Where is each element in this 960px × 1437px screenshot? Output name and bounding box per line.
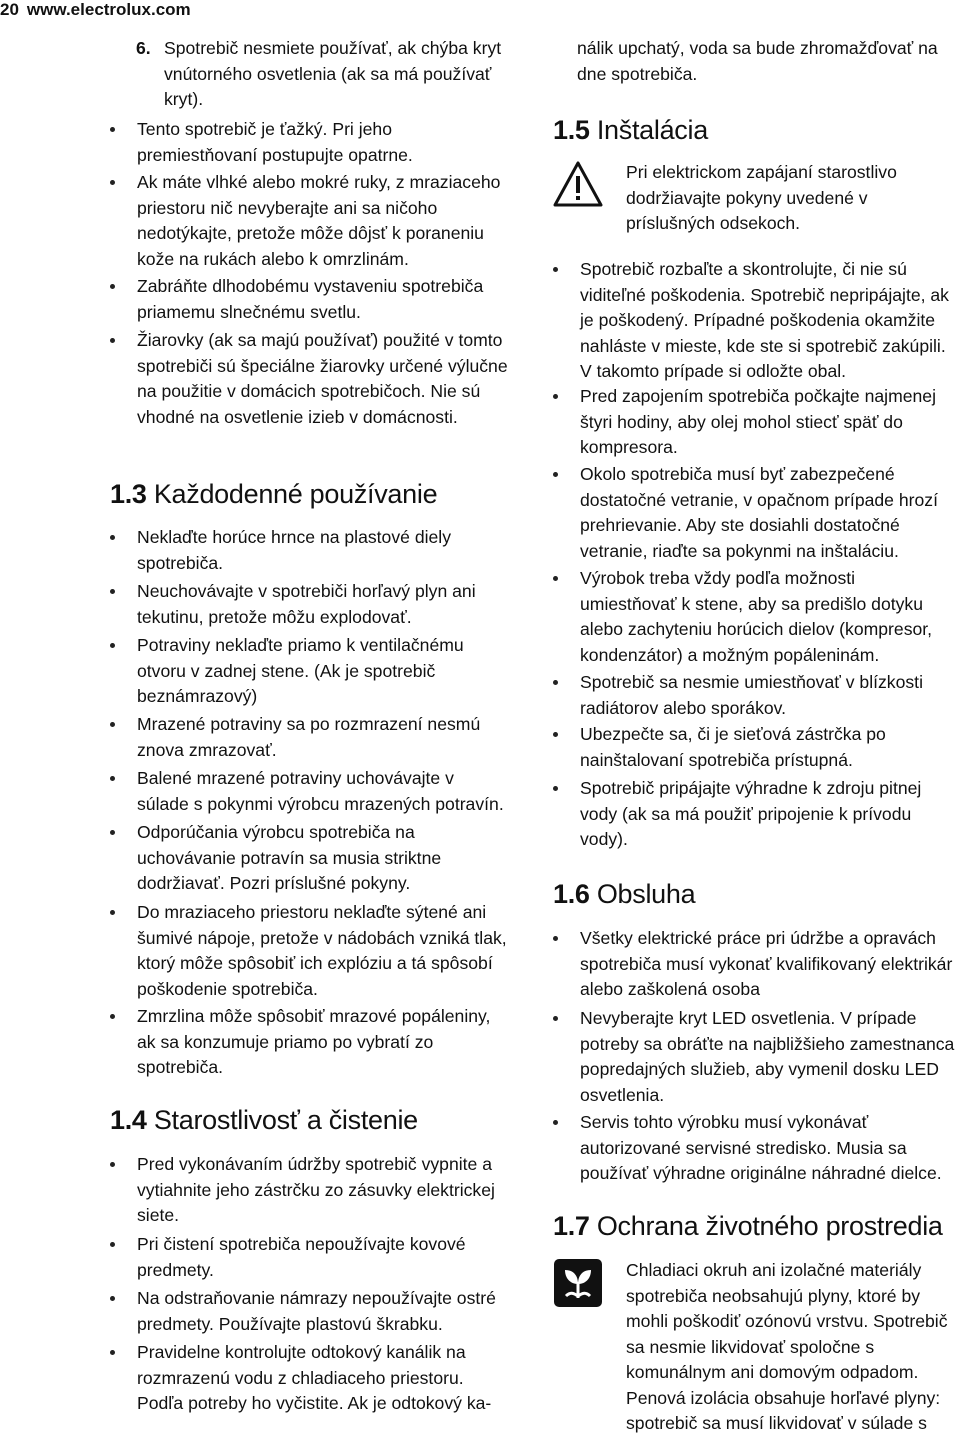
eco-plant-icon bbox=[553, 1258, 603, 1308]
list-item: Okolo spotrebiča musí byť zabezpečené dostatočné vetranie, v opačnom prípade hrozí prehrievanie. Aby ste dosiahli dostatočné vetranie, riaďte sa pokynmi na inštaláciu. bbox=[553, 462, 955, 564]
list-item: Pred zapojením spotrebiča počkajte najmenej štyri hodiny, aby olej mohol stiecť späť do kompresora. bbox=[553, 384, 955, 461]
bullet-icon bbox=[110, 1162, 115, 1167]
bullet-icon bbox=[553, 936, 558, 941]
bullet-icon bbox=[110, 535, 115, 540]
bullet-icon bbox=[110, 643, 115, 648]
list-item: Výrobok treba vždy podľa možnosti umiestňovať k stene, aby sa predišlo dotyku alebo zachyteniu horúcich dielov (kompresor, kondenzátor) a možným popáleninám. bbox=[553, 566, 955, 668]
list-item: Na odstraňovanie námrazy nepoužívajte ostré predmety. Používajte plastovú škrabku. bbox=[110, 1286, 510, 1337]
list-item: Zabráňte dlhodobému vystaveniu spotrebiča priamemu slnečnému svetlu. bbox=[110, 274, 510, 325]
bullet-icon bbox=[553, 1016, 558, 1021]
list-item: Spotrebič sa nesmie umiestňovať v blízkosti radiátorov alebo sporákov. bbox=[553, 670, 955, 721]
bullet-icon bbox=[553, 786, 558, 791]
eco-text: Chladiaci okruh ani izolačné materiály spotrebiča neobsahujú plyny, ktoré by mohli poškodiť ozónovú vrstvu. Spotrebič sa nesmie likvidovať spoločne s komunálnym ani domovým odpadom. Penová izolácia obsahuje horľavé plyny: spotrebič sa musí likvidovať v súlade s bbox=[626, 1260, 948, 1433]
bullet-icon bbox=[110, 910, 115, 915]
list-item: Spotrebič pripájajte výhradne k zdroju pitnej vody (ak sa má použiť pripojenie k prívodu vody). bbox=[553, 776, 955, 853]
section-title-1-3: 1.3 Každodenné používanie bbox=[110, 479, 438, 509]
list-item: Tento spotrebič je ťažký. Pri jeho premiestňovaní postupujte opatrne. bbox=[110, 117, 510, 168]
list-item: Ak máte vlhké alebo mokré ruky, z mraziaceho priestoru nič nevyberajte ani sa ničoho nedotýkajte, pretože môže dôjsť k poraneniu kože na rukách alebo k omrzlinám. bbox=[110, 170, 510, 272]
section-title-1-5: 1.5 Inštalácia bbox=[553, 115, 708, 145]
warning-text: Pri elektrickom zapájaní starostlivo dodržiavajte pokyny uvedené v príslušných odsekoch. bbox=[626, 162, 897, 233]
section-title-1-7: 1.7 Ochrana životného prostredia bbox=[553, 1211, 943, 1241]
bullet-icon bbox=[110, 1242, 115, 1247]
warning-note bbox=[553, 160, 955, 240]
bullet-icon bbox=[110, 722, 115, 727]
bullet-icon bbox=[110, 830, 115, 835]
list-item: Nevyberajte kryt LED osvetlenia. V prípade potreby sa obráťte na najbližšieho zamestnanca popredajných služieb, aby vymenil dosku LED osvetlenia. bbox=[553, 1006, 955, 1108]
list-item: Neklaďte horúce hrnce na plastové diely spotrebiča. bbox=[110, 525, 510, 576]
list-item: Neuchovávajte v spotrebiči horľavý plyn ani tekutinu, pretože môžu explodovať. bbox=[110, 579, 510, 630]
list-item: Mrazené potraviny sa po rozmrazení nesmú znova zmrazovať. bbox=[110, 712, 510, 763]
bullet-icon bbox=[110, 1014, 115, 1019]
bullet-icon bbox=[110, 1350, 115, 1355]
page-header bbox=[0, 0, 191, 24]
bullet-icon bbox=[110, 776, 115, 781]
section-title-1-6: 1.6 Obsluha bbox=[553, 879, 696, 909]
list-item: Odporúčania výrobcu spotrebiča na uchovávanie potravín sa musia striktne dodržiavať. Pozri príslušné pokyny. bbox=[110, 820, 510, 897]
list-item: Všetky elektrické práce pri údržbe a opravách spotrebiča musí vykonať kvalifikovaný elektrikár alebo zaškolená osoba bbox=[553, 926, 955, 1003]
warning-triangle-icon bbox=[553, 160, 603, 210]
list-item: Potraviny neklaďte priamo k ventilačnému otvoru v zadnej stene. (Ak je spotrebič beznámrazový) bbox=[110, 633, 510, 710]
bullet-icon bbox=[553, 267, 558, 272]
bullet-icon bbox=[553, 472, 558, 477]
bullet-icon bbox=[553, 576, 558, 581]
list-item: Spotrebič rozbaľte a skontrolujte, či nie sú viditeľné poškodenia. Spotrebič nepripájajte, ak je poškodený. Prípadné poškodenia okamžite nahláste v mieste, kde ste si spotrebič zakúpili. V takomto prípade si odložte obal. bbox=[553, 257, 955, 385]
numbered-item-6 bbox=[136, 36, 530, 113]
list-item: Balené mrazené potraviny uchovávajte v súlade s pokynmi výrobcu mrazených potravín. bbox=[110, 766, 510, 817]
item-number: 6. bbox=[136, 38, 151, 58]
list-item: Pravidelne kontrolujte odtokový kanálik na rozmrazenú vodu z chladiaceho priestoru. Podľa potreby ho vyčistite. Ak je odtokový ka- bbox=[110, 1340, 510, 1417]
bullet-icon bbox=[553, 1120, 558, 1125]
list-item: Pred vykonávaním údržby spotrebič vypnite a vytiahnite jeho zástrčku zo zásuvky elektrickej siete. bbox=[110, 1152, 510, 1229]
list-item: Ubezpečte sa, či je sieťová zástrčka po nainštalovaní spotrebiča prístupná. bbox=[553, 722, 955, 773]
item-text: Spotrebič nesmiete používať, ak chýba kryt vnútorného osvetlenia (ak sa má používať kryt). bbox=[164, 38, 502, 109]
list-item: Do mraziaceho priestoru neklaďte sýtené ani šumivé nápoje, pretože v nádobách vzniká tlak, ktorý môže spôsobiť ich explóziu a tá spôsobí poškodenie spotrebiča. bbox=[110, 900, 510, 1002]
eco-note bbox=[553, 1258, 955, 1433]
website-link[interactable]: www.electrolux.com bbox=[26, 0, 191, 19]
bullet-icon bbox=[553, 394, 558, 399]
bullet-icon bbox=[110, 338, 115, 343]
bullet-icon bbox=[110, 127, 115, 132]
page-number: 20 bbox=[0, 0, 19, 19]
bullet-icon bbox=[553, 680, 558, 685]
bullet-icon bbox=[110, 1296, 115, 1301]
list-item: Servis tohto výrobku musí vykonávať autorizované servisné stredisko. Musia sa používať výhradne originálne náhradné dielce. bbox=[553, 1110, 955, 1187]
list-item: Zmrzlina môže spôsobiť mrazové popáleniny, ak sa konzumuje priamo po vybratí zo spotrebiča. bbox=[110, 1004, 510, 1081]
list-item: Pri čistení spotrebiča nepoužívajte kovové predmety. bbox=[110, 1232, 510, 1283]
bullet-icon bbox=[110, 284, 115, 289]
continuation-text: nálik upchatý, voda sa bude zhromažďovať na dne spotrebiča. bbox=[577, 38, 938, 84]
list-item: Žiarovky (ak sa majú používať) použité v tomto spotrebiči sú špeciálne žiarovky určené výlučne na použitie v domácich spotrebičoch. Nie sú vhodné na osvetlenie izieb v domácnosti. bbox=[110, 328, 510, 430]
bullet-icon bbox=[110, 589, 115, 594]
bullet-icon bbox=[553, 732, 558, 737]
bullet-icon bbox=[110, 180, 115, 185]
section-title-1-4: 1.4 Starostlivosť a čistenie bbox=[110, 1105, 418, 1135]
